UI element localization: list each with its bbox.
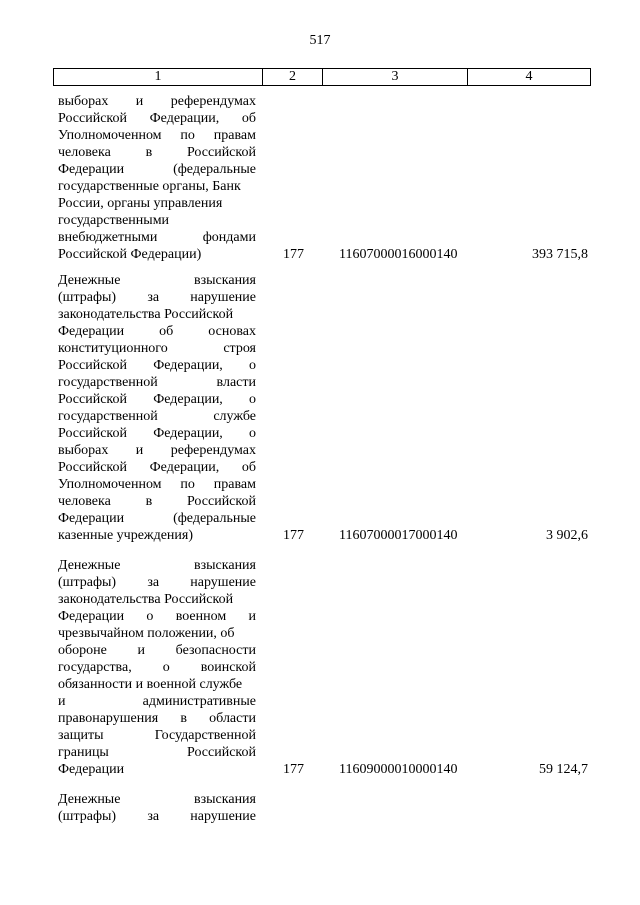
amount-value: 59 124,7 xyxy=(539,762,588,777)
description-line xyxy=(58,195,256,212)
description-word: Российской xyxy=(187,745,256,760)
description-line xyxy=(58,591,256,608)
description-word: Государственной xyxy=(154,728,256,743)
description-word: за xyxy=(147,290,160,305)
description-word: о xyxy=(146,609,154,624)
row-description xyxy=(58,791,256,825)
description-word: об xyxy=(241,460,256,475)
description-line xyxy=(58,110,256,127)
description-word: границы xyxy=(58,745,109,760)
table-row xyxy=(58,557,588,778)
description-word: Федерации xyxy=(58,162,125,177)
header-col-1: 1 xyxy=(54,69,263,85)
description-line xyxy=(58,323,256,340)
chapter-code: 177 xyxy=(283,528,304,543)
description-word: государства, xyxy=(58,660,132,675)
description-line xyxy=(58,289,256,306)
description-line xyxy=(58,246,256,263)
description-line xyxy=(58,761,256,778)
header-col-3: 3 xyxy=(323,69,468,85)
table-row xyxy=(58,791,588,825)
description-line xyxy=(58,527,256,544)
description-word: Российской xyxy=(58,460,127,475)
chapter-code: 177 xyxy=(283,762,304,777)
description-word: (федеральные xyxy=(173,162,256,177)
description-line xyxy=(58,391,256,408)
description-line xyxy=(58,212,256,229)
amount-value: 3 902,6 xyxy=(546,528,588,543)
description-word: о xyxy=(162,660,170,675)
description-line xyxy=(58,374,256,391)
description-word: Российской Федерации) xyxy=(58,247,202,262)
description-line xyxy=(58,642,256,659)
description-word: безопасности xyxy=(175,643,256,658)
description-word: Федерации xyxy=(58,324,125,339)
description-word: Российской xyxy=(58,426,127,441)
description-word: взыскания xyxy=(194,792,256,807)
description-word: Федерации, xyxy=(153,426,223,441)
description-word: Российской xyxy=(58,392,127,407)
description-word: Федерации xyxy=(58,609,125,624)
description-word: (федеральные xyxy=(173,511,256,526)
description-line xyxy=(58,510,256,527)
description-line xyxy=(58,178,256,195)
description-word: об xyxy=(159,324,174,339)
description-word: о xyxy=(249,426,256,441)
description-line xyxy=(58,557,256,574)
description-word: в xyxy=(180,711,187,726)
description-word: взыскания xyxy=(194,558,256,573)
table-header xyxy=(53,68,591,86)
description-word: обороне xyxy=(58,643,107,658)
description-line xyxy=(58,425,256,442)
description-word: и xyxy=(248,609,256,624)
description-word: Федерации, xyxy=(153,358,223,373)
description-word: области xyxy=(209,711,256,726)
description-word: государственной xyxy=(58,375,158,390)
row-description xyxy=(58,272,256,544)
row-description xyxy=(58,93,256,263)
description-word: за xyxy=(147,809,160,824)
description-word: государственной xyxy=(58,409,158,424)
description-line xyxy=(58,408,256,425)
description-line xyxy=(58,229,256,246)
description-word: по xyxy=(180,128,195,143)
row-description xyxy=(58,557,256,778)
description-word: России, органы управления xyxy=(58,196,223,211)
description-word: за xyxy=(147,575,160,590)
description-word: фондами xyxy=(202,230,256,245)
description-word: Уполномоченном xyxy=(58,477,162,492)
chapter-code: 177 xyxy=(283,247,304,262)
description-word: строя xyxy=(223,341,256,356)
description-word: административные xyxy=(142,694,256,709)
description-line xyxy=(58,93,256,110)
description-word: нарушение xyxy=(190,809,256,824)
description-line xyxy=(58,744,256,761)
page-number: 517 xyxy=(309,33,331,48)
description-word: и xyxy=(135,94,144,109)
description-word: Российской xyxy=(186,145,256,160)
classification-code: 11607000016000140 xyxy=(339,247,458,262)
description-word: службе xyxy=(213,409,256,424)
description-line xyxy=(58,574,256,591)
description-word: (штрафы) xyxy=(58,809,117,824)
description-word: правам xyxy=(213,477,256,492)
description-line xyxy=(58,727,256,744)
description-line xyxy=(58,127,256,144)
header-col-2: 2 xyxy=(263,69,323,85)
description-line xyxy=(58,442,256,459)
table-row xyxy=(58,272,588,544)
description-word: в xyxy=(145,494,153,509)
description-word: о xyxy=(249,392,256,407)
description-word: взыскания xyxy=(194,273,256,288)
description-word: Денежные xyxy=(58,558,121,573)
description-word: Федерации, xyxy=(149,460,220,475)
description-word: правонарушения xyxy=(58,711,159,726)
description-word: законодательства Российской xyxy=(58,592,234,607)
description-line xyxy=(58,144,256,161)
description-word: об xyxy=(241,111,256,126)
description-line xyxy=(58,459,256,476)
description-word: основах xyxy=(208,324,256,339)
description-word: (штрафы) xyxy=(58,575,117,590)
description-word: Уполномоченном xyxy=(58,128,162,143)
table-row xyxy=(58,93,588,263)
description-word: (штрафы) xyxy=(58,290,117,305)
description-word: Федерации xyxy=(58,511,125,526)
description-word: человека xyxy=(58,494,111,509)
description-word: в xyxy=(145,145,153,160)
classification-code: 11609000010000140 xyxy=(339,762,458,777)
description-word: Российской xyxy=(58,358,127,373)
description-line xyxy=(58,676,256,693)
description-word: казенные учреждения) xyxy=(58,528,194,543)
description-word: выборах xyxy=(58,443,109,458)
description-word: Денежные xyxy=(58,273,121,288)
description-word: внебюджетными xyxy=(58,230,158,245)
description-word: и xyxy=(137,643,145,658)
description-word: государственными xyxy=(58,213,170,228)
description-word: и xyxy=(58,694,66,709)
description-line xyxy=(58,710,256,727)
description-word: воинской xyxy=(200,660,256,675)
description-line xyxy=(58,693,256,710)
description-word: референдумах xyxy=(170,94,256,109)
description-line xyxy=(58,659,256,676)
description-line xyxy=(58,808,256,825)
description-line xyxy=(58,306,256,323)
description-line xyxy=(58,791,256,808)
description-word: военном xyxy=(175,609,227,624)
description-line xyxy=(58,272,256,289)
header-col-4: 4 xyxy=(525,69,533,84)
description-word: правам xyxy=(213,128,256,143)
description-line xyxy=(58,625,256,642)
description-word: Федерации, xyxy=(149,111,220,126)
description-word: референдумах xyxy=(170,443,256,458)
description-word: законодательства Российской xyxy=(58,307,234,322)
description-word: человека xyxy=(58,145,111,160)
description-word: нарушение xyxy=(190,575,256,590)
description-word: конституционного xyxy=(58,341,168,356)
description-word: Российской xyxy=(58,111,127,126)
description-word: чрезвычайном положении, об xyxy=(58,626,235,641)
description-line xyxy=(58,493,256,510)
description-word: Российской xyxy=(186,494,256,509)
description-word: Федерации, xyxy=(153,392,223,407)
description-word: нарушение xyxy=(190,290,256,305)
classification-code: 11607000017000140 xyxy=(339,528,458,543)
description-line xyxy=(58,608,256,625)
description-word: обязанности и военной службе xyxy=(58,677,243,692)
description-line xyxy=(58,161,256,178)
description-word: и xyxy=(135,443,144,458)
description-line xyxy=(58,340,256,357)
description-word: государственные органы, Банк xyxy=(58,179,241,194)
description-line xyxy=(58,357,256,374)
description-word: власти xyxy=(216,375,256,390)
description-line xyxy=(58,476,256,493)
description-word: выборах xyxy=(58,94,109,109)
amount-value: 393 715,8 xyxy=(532,247,588,262)
description-word: о xyxy=(249,358,256,373)
description-word: Денежные xyxy=(58,792,121,807)
description-word: защиты xyxy=(58,728,104,743)
description-word: по xyxy=(180,477,195,492)
description-word: Федерации xyxy=(58,762,125,777)
